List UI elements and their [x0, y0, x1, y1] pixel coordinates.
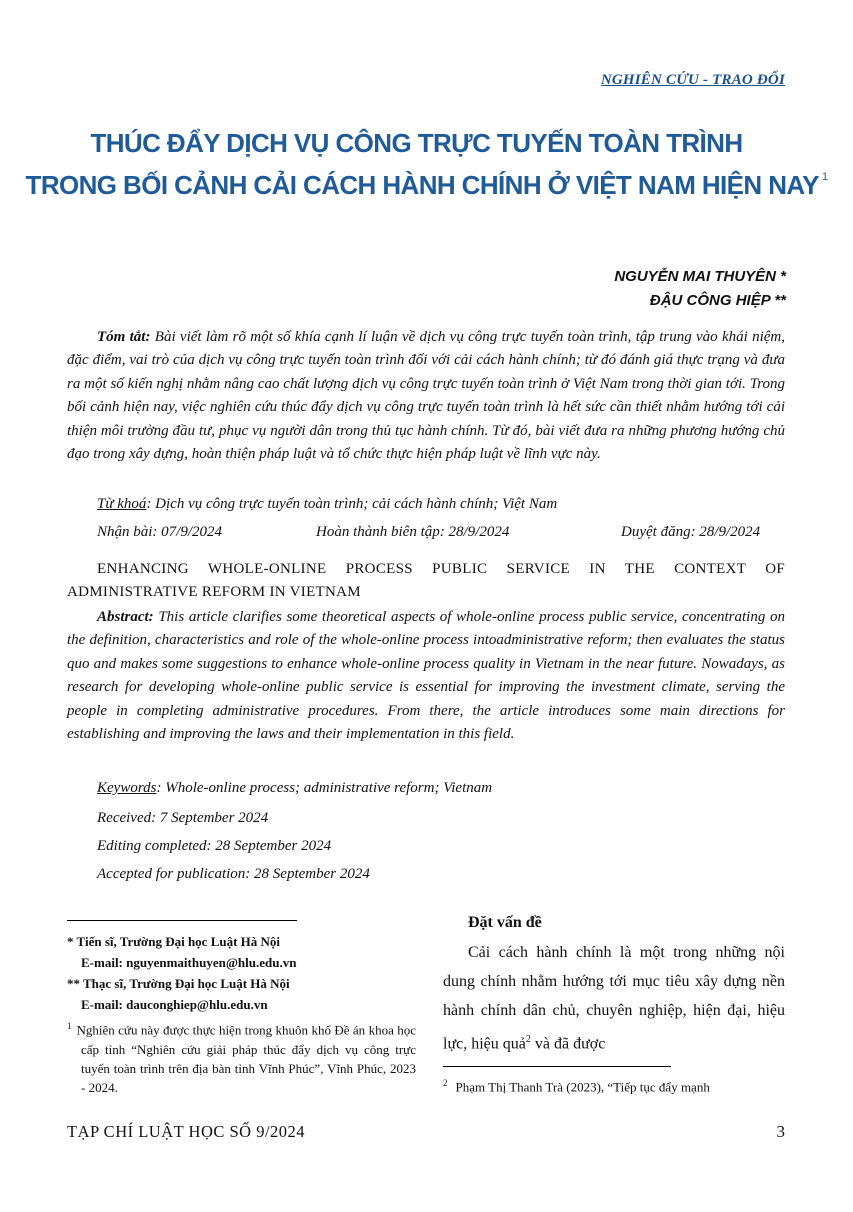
author-note-2: ** Thạc sĩ, Trường Đại học Luật Hà Nội	[67, 976, 290, 991]
accepted-date-en: Accepted for publication: 28 September 2024	[97, 866, 370, 882]
footnote-2	[443, 1074, 785, 1096]
keywords-vietnamese	[97, 496, 557, 513]
intro-ref-2[interactable]: 2	[525, 1034, 531, 1045]
footnote-divider-right	[443, 1066, 671, 1067]
author-note-1: * Tiến sĩ, Trường Đại học Luật Hà Nội	[67, 934, 281, 949]
title-text: TRONG BỐI CẢNH CẢI CÁCH HÀNH CHÍNH Ở VIỆT NAM HIỆN NAY	[25, 170, 819, 200]
intro-text: Cải cách hành chính là một trong những nội dung chính nhằm hướng tới mục tiêu xây dựng nền hành chính dân chủ, chuyên nghiệp, hiện đại, hiệu lực, hiệu quả	[443, 944, 785, 1053]
article-title-line-2	[0, 170, 853, 201]
abstract-english	[67, 606, 785, 746]
footnote-1-text: Nghiên cứu này được thực hiện trong khuôn khổ Đề án khoa học cấp tỉnh “Nghiên cứu giải pháp thúc đẩy dịch vụ công trực tuyến toàn trình trên địa bàn tỉnh Vĩnh Phúc”, Vĩnh Phúc, 2023 - 2024.	[76, 1022, 416, 1096]
keywords-en-text: : Whole-online process; administrative reform; Vietnam	[156, 780, 493, 796]
abstract-vi-label: Tóm tắt:	[97, 329, 151, 345]
abstract-en-text: This article clarifies some theoretical aspects of whole-online process public service, concentrating on the definition, characteristics and role of the whole-online process intoadministrative reform; then evaluates the status quo and makes some suggestions to enhance whole-online process quality in Vietnam in the near future. Nowadays, as research for developing whole-online public service is essential for improving the investment climate, serving the people in completing administrative procedures. From there, the article introduces some main directions for establishing and improving the laws and their implementation in this field.	[67, 609, 786, 743]
keywords-en-label: Keywords	[97, 780, 157, 796]
abstract-vietnamese	[67, 326, 785, 466]
keywords-vi-text: : Dịch vụ công trực tuyến toàn trình; cải cách hành chính; Việt Nam	[146, 496, 558, 512]
keywords-english	[97, 780, 492, 797]
title-footnote-mark[interactable]: 1	[821, 171, 828, 183]
intro-paragraph	[443, 938, 785, 1058]
section-label: NGHIÊN CỨU - TRAO ĐỔI	[600, 72, 785, 88]
intro-heading: Đặt vấn đề	[468, 914, 542, 931]
abstract-vi-text: Bài viết làm rõ một số khía cạnh lí luận về dịch vụ công trực tuyến toàn trình, tập trung vào khái niệm, đặc điểm, vai trò của dịch vụ công trực tuyến toàn trình đối với cải cách hành chính; từ đó đánh giá thực trạng và đưa ra một số kiến nghị nhằm nâng cao chất lượng dịch vụ công trực tuyến toàn trình ở Việt Nam trong thời gian tới. Trong bối cảnh hiện nay, việc nghiên cứu thúc đẩy dịch vụ công trực tuyến toàn trình là hết sức cần thiết nhằm hướng tới cải thiện môi trường đầu tư, phục vụ người dân trong thủ tục hành chính. Từ đó, bài viết đưa ra những phương hướng chủ đạo trong xây dựng, hoàn thiện pháp luật và tổ chức thực hiện pháp luật về lĩnh vực này.	[67, 329, 786, 463]
footnote-1-mark: 1	[67, 1021, 72, 1031]
accepted-date-vi: Duyệt đăng: 28/9/2024	[621, 524, 761, 540]
page-number: 3	[776, 1122, 785, 1141]
footnote-2-text: Phạm Thị Thanh Trà (2023), “Tiếp tục đẩy mạnh	[455, 1079, 710, 1095]
edited-date-en: Editing completed: 28 September 2024	[97, 838, 332, 854]
footnote-2-mark: 2	[443, 1078, 448, 1088]
footnote-1	[67, 1017, 416, 1098]
article-title-line-1: THÚC ĐẨY DỊCH VỤ CÔNG TRỰC TUYẾN TOÀN TRÌNH	[90, 128, 743, 158]
received-date-vi: Nhận bài: 07/9/2024	[97, 524, 223, 540]
author-email-2[interactable]: E-mail: dauconghiep@hlu.edu.vn	[81, 997, 268, 1012]
author-email-1[interactable]: E-mail: nguyenmaithuyen@hlu.edu.vn	[81, 955, 297, 970]
intro-text-after: và đã được	[530, 1035, 606, 1053]
author-2: ĐẬU CÔNG HIỆP **	[649, 292, 786, 309]
abstract-en-label: Abstract:	[97, 609, 154, 625]
edited-date-vi: Hoàn thành biên tập: 28/9/2024	[316, 524, 510, 540]
footnote-divider-left	[67, 920, 297, 921]
keywords-vi-label: Từ khoá	[97, 496, 147, 512]
author-1: NGUYỄN MAI THUYÊN *	[614, 268, 786, 285]
received-date-en: Received: 7 September 2024	[97, 810, 269, 826]
english-title: ENHANCING WHOLE-ONLINE PROCESS PUBLIC SERVICE IN THE CONTEXT OF ADMINISTRATIVE REFORM IN VIETNAM	[67, 561, 785, 601]
journal-footer: TẠP CHÍ LUẬT HỌC SỐ 9/2024	[67, 1122, 306, 1141]
